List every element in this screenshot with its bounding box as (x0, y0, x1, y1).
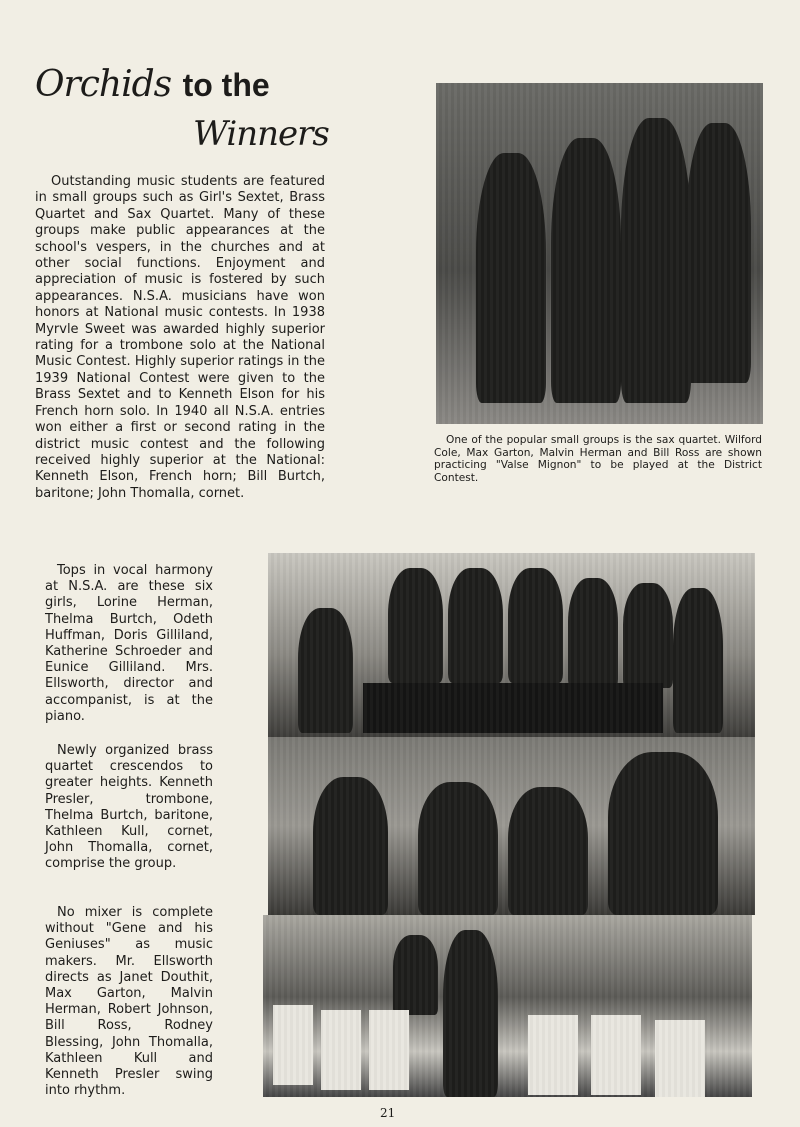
intro-paragraph: Outstanding music students are featured in small groups such as Girl's Sextet, Brass Quartet and Sax Quartet. Many of these groups make public appearances at the school's vespers, in the churches and at other social functions. Enjoyment and appreciation of music is fostered by such appearances. N.S.A. musicians have won honors at National music contests. In 1938 Myrvle Sweet was awarded highly superior rating for a trombone solo at the National Music Contest. Highly superior ratings in the 1939 National Contest were given to the Brass Sextet and to Kenneth Elson for his French horn solo. In 1940 all N.S.A. entries won either a first or second rating in the district music contest and the following received highly superior at the National: Kenneth Elson, French horn; Bill Burtch, baritone; John Thomalla, cornet. (35, 174, 325, 501)
dance-band-photo (263, 915, 752, 1097)
page-number: 21 (380, 1106, 396, 1120)
girls-sextet-photo (268, 553, 755, 737)
page-title (35, 64, 270, 105)
sax-quartet-photo (436, 83, 763, 424)
brass-quartet-caption: Newly organized brass quartet crescendos to greater heights. Kenneth Presler, trombone, Thelma Burtch, baritone, Kathleen Kull, cornet, John Thomalla, cornet, comprise the group. (45, 743, 213, 872)
title-orchids: Orchids (35, 64, 172, 105)
sax-quartet-caption: One of the popular small groups is the sax quartet. Wilford Cole, Max Garton, Malvin Herman and Bill Ross are shown practicing "Valse Mignon" to be played at the District Contest. (434, 434, 762, 484)
girls-sextet-caption: Tops in vocal harmony at N.S.A. are these six girls, Lorine Herman, Thelma Burtch, Odeth Huffman, Doris Gilliland, Katherine Schroeder and Eunice Gilliland. Mrs. Ellsworth, director and accompanist, is at the piano. (45, 563, 213, 724)
title-to-the: to the (182, 67, 270, 103)
dance-band-caption: No mixer is complete without "Gene and his Geniuses" as music makers. Mr. Ellsworth directs as Janet Douthit, Max Garton, Malvin Herman, Robert Johnson, Bill Ross, Rodney Blessing, John Thomalla, Kathleen Kull and Kenneth Presler swing into rhythm. (45, 905, 213, 1099)
brass-quartet-photo (268, 737, 755, 915)
title-winners: Winners (193, 114, 329, 154)
